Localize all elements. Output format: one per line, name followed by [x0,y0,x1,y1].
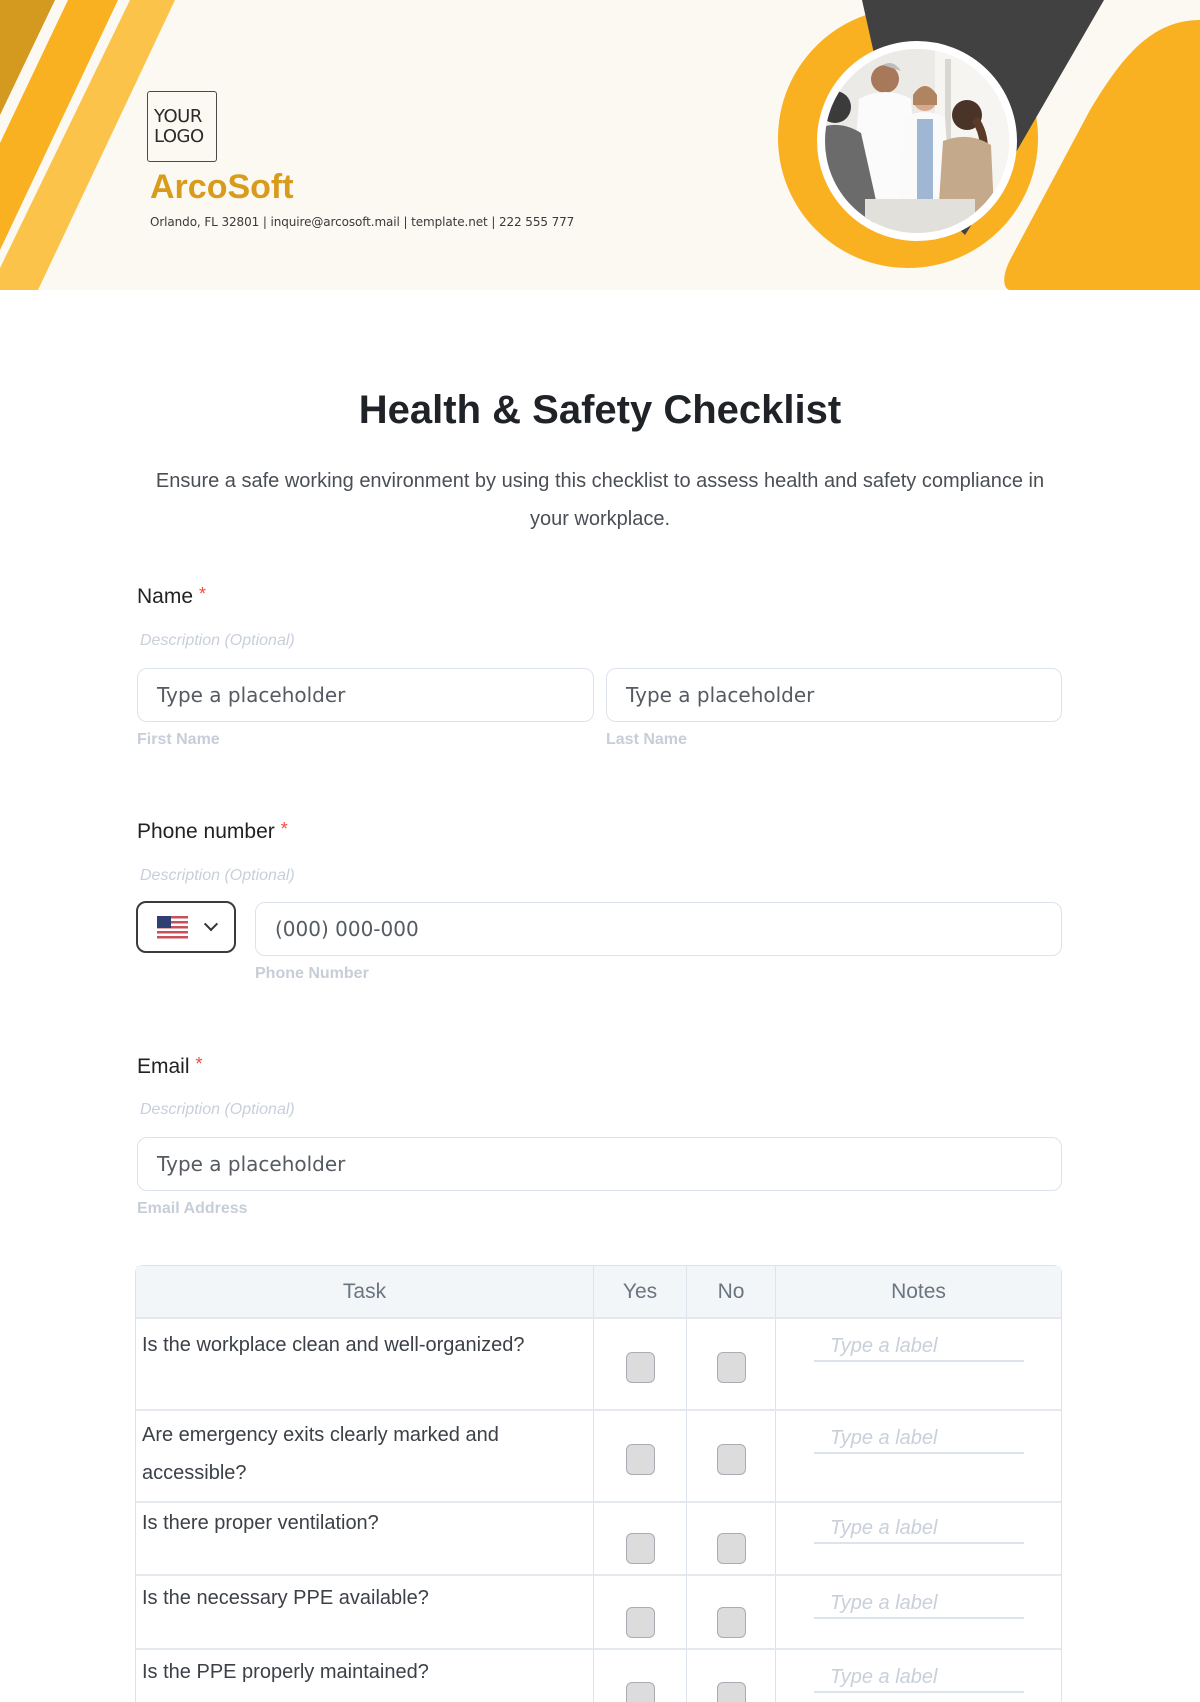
phone-description[interactable]: Description (Optional) [140,867,295,884]
yes-cell [594,1411,687,1502]
no-cell [687,1411,776,1502]
email-sublabel: Email Address [137,1200,248,1217]
form-title: Health & Safety Checklist [358,388,842,432]
no-checkbox[interactable] [717,1352,746,1383]
task-cell: Is the PPE properly maintained? [136,1650,594,1702]
table-header-row [136,1266,1061,1319]
yes-checkbox[interactable] [626,1607,655,1638]
table-row [136,1576,1061,1650]
no-checkbox[interactable] [717,1607,746,1638]
notes-input[interactable]: Type a label [814,1427,1024,1454]
us-flag-icon [157,916,188,939]
notes-input[interactable]: Type a label [814,1666,1024,1693]
phone-label-text: Phone number [137,820,275,843]
notes-cell [776,1503,1061,1574]
phone-field-label [137,820,288,844]
table-row [136,1503,1061,1576]
form-subtitle: Ensure a safe working environment by using this checklist to assess health and safety compliance in your workplace. [155,470,1045,530]
required-marker: * [199,584,207,604]
column-header-notes: Notes [891,1279,946,1303]
required-marker: * [195,1054,203,1074]
column-header-task: Task [136,1266,594,1317]
yes-cell [594,1503,687,1574]
task-cell: Are emergency exits clearly marked and accessible? [136,1411,594,1502]
name-label-text: Name [137,585,194,608]
notes-cell [776,1576,1061,1648]
last-name-input[interactable]: Type a placeholder [606,668,1062,722]
yes-cell [594,1650,687,1702]
logo-text-line2: LOGO [154,125,204,147]
no-checkbox[interactable] [717,1533,746,1564]
logo-text-line1: YOUR [154,105,202,127]
table-row [136,1411,1061,1503]
chevron-down-icon [204,917,218,931]
yes-checkbox[interactable] [626,1533,655,1564]
email-description[interactable]: Description (Optional) [140,1101,295,1118]
required-marker: * [280,819,288,839]
no-checkbox[interactable] [717,1444,746,1475]
yes-checkbox[interactable] [626,1444,655,1475]
notes-cell [776,1319,1061,1409]
logo-placeholder [147,91,217,162]
no-checkbox[interactable] [717,1682,746,1702]
yes-checkbox[interactable] [626,1352,655,1383]
notes-input[interactable]: Type a label [814,1592,1024,1619]
yes-cell [594,1319,687,1409]
table-row [136,1650,1061,1702]
clinic-photo-illustration [825,49,1009,233]
no-cell [687,1319,776,1409]
name-description[interactable]: Description (Optional) [140,632,295,649]
notes-input[interactable]: Type a label [814,1335,1024,1362]
page-header [0,0,1200,290]
no-cell [687,1650,776,1702]
notes-input[interactable]: Type a label [814,1517,1024,1544]
company-contact: Orlando, FL 32801 | inquire@arcosoft.mail | template.net | 222 555 777 [150,215,575,229]
email-input[interactable]: Type a placeholder [137,1137,1062,1191]
checklist-table [135,1265,1062,1702]
first-name-input[interactable]: Type a placeholder [137,668,594,722]
task-cell: Is the workplace clean and well-organized? [136,1319,594,1409]
yes-checkbox[interactable] [626,1682,655,1702]
task-cell: Is there proper ventilation? [136,1503,594,1574]
notes-cell [776,1650,1061,1702]
no-cell [687,1576,776,1648]
column-header-yes: Yes [594,1266,687,1317]
column-header-no: No [687,1266,776,1317]
last-name-sublabel: Last Name [606,731,687,748]
task-cell: Is the necessary PPE available? [136,1576,594,1648]
company-name: ArcoSoft [150,168,294,206]
phone-number-sublabel: Phone Number [255,965,369,982]
no-cell [687,1503,776,1574]
yes-cell [594,1576,687,1648]
header-photo [817,41,1017,241]
first-name-sublabel: First Name [137,731,220,748]
email-field-label [137,1055,203,1079]
table-row [136,1319,1061,1411]
phone-number-input[interactable]: (000) 000-000 [255,902,1062,956]
email-label-text: Email [137,1055,190,1078]
country-code-select[interactable] [136,901,236,953]
notes-cell [776,1411,1061,1502]
name-field-label [137,585,206,609]
